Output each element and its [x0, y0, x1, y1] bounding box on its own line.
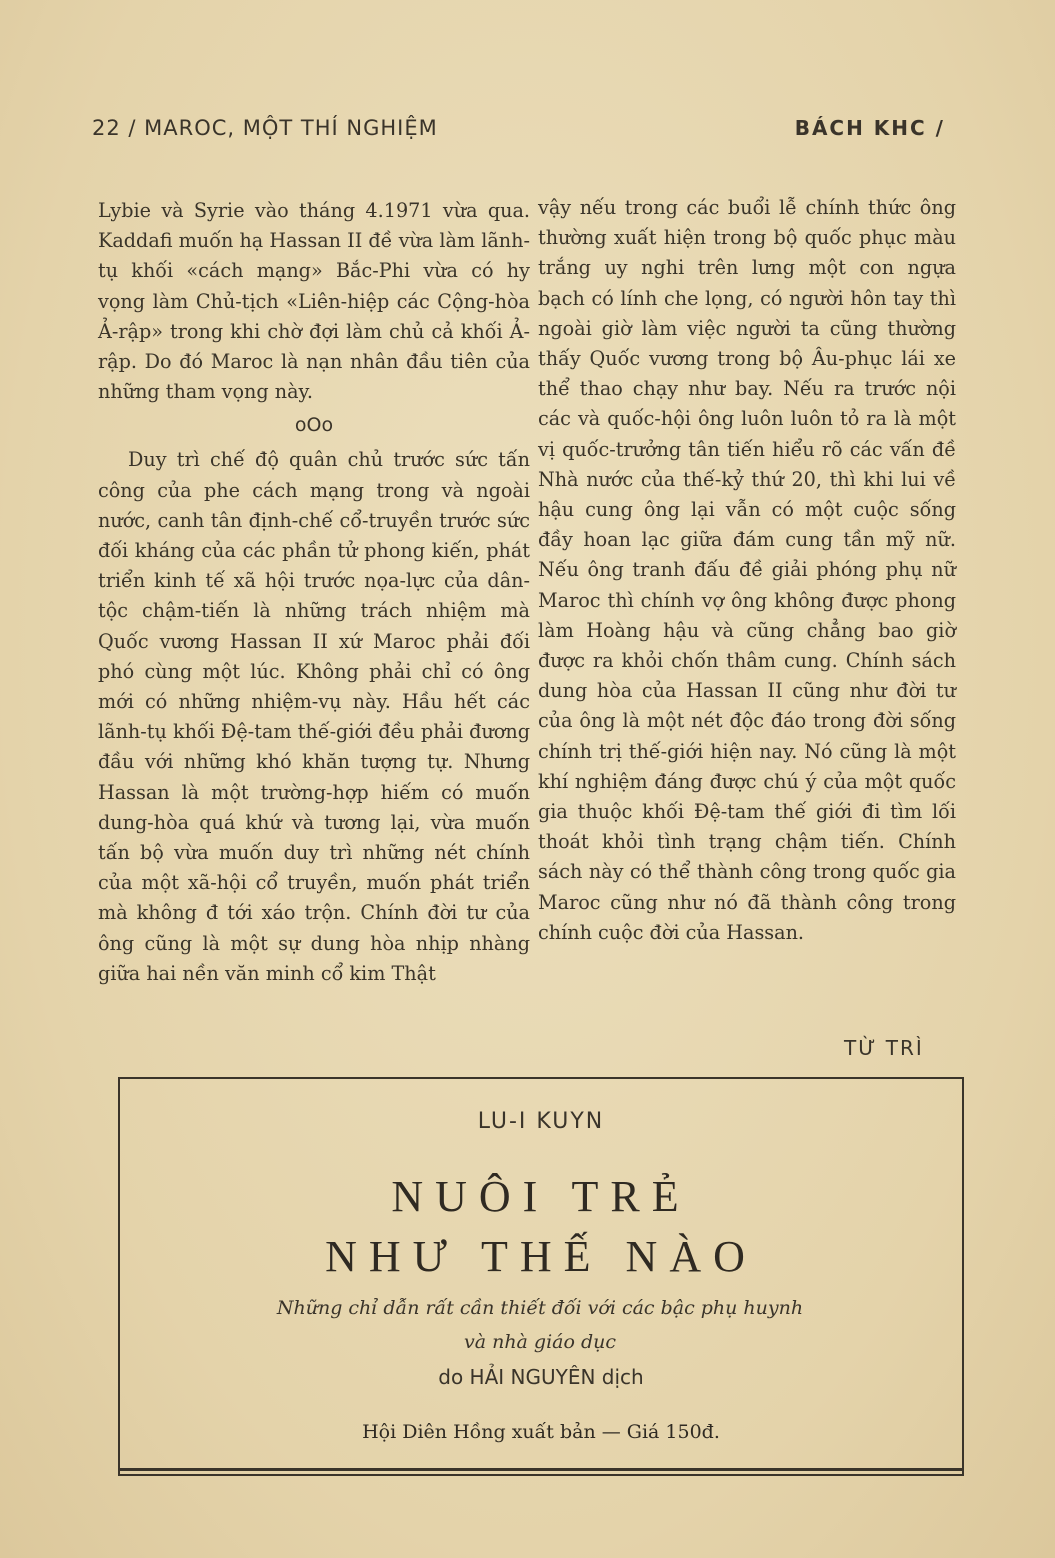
- running-title: 22 / MAROC, MỘT THÍ NGHIỆM: [92, 116, 438, 140]
- book-translator: do HẢI NGUYÊN dịch: [438, 1365, 644, 1389]
- book-advertisement: [118, 1077, 964, 1476]
- book-subtitle-line-2: và nhà giáo dục: [463, 1331, 617, 1353]
- article-column-right: [538, 193, 956, 948]
- book-title-line-2: NHƯ THẾ NÀO: [325, 1232, 757, 1281]
- page-header: [92, 116, 945, 152]
- article-paragraph: Duy trì chế độ quân chủ trước sức tấn công của phe cách mạng trong và ngoài nước, canh tân định-chế cổ-truyền trước sức đối kháng của các phần tử phong kiến, phát triển kinh tế xã hội trước nọa-lực của dân-tộc chậm-tiến là những trách nhiệm mà Quốc vương Hassan II xứ Maroc phải đối phó cùng một lúc. Không phải chỉ có ông mới có những nhiệm-vụ này. Hầu hết các lãnh-tụ khối Đệ-tam thế-giới đều phải đương đầu với những khó khăn tượng tự. Nhưng Hassan là một trường-hợp hiếm có muốn dung-hòa quá khứ và tương lại, vừa muốn tấn bộ vừa muốn duy trì những nét chính của một xã-hội cổ truyền, muốn phát triển mà không đ tới xáo trộn. Chính đời tư của ông cũng là một sự dung hòa nhịp nhàng giữa hai nền văn minh cổ kim Thật: [98, 448, 530, 985]
- book-subtitle: [180, 1291, 900, 1359]
- article-paragraph: vậy nếu trong các buổi lễ chính thức ông thường xuất hiện trong bộ quốc phục màu trắng uy nghi trên lưng một con ngựa bạch có lính che lọng, có người hôn tay thì ngoài giờ làm việc người ta cũng thường thấy Quốc vương trong bộ Âu-phục lái xe thể thao chạy như bay. Nếu ra trước nội các và quốc-hội ông luôn luôn tỏ ra là một vị quốc-trưởng tân tiến hiểu rõ các vấn đề Nhà nước của thế-kỷ thứ 20, thì khi lui về hậu cung ông lại vẫn có một cuộc sống đầy hoan lạc giữa đám cung tần mỹ nữ. Nếu ông tranh đấu đề giải phóng phụ nữ Maroc thì chính vợ ông không được phong làm Hoàng hậu và cũng chẳng bao giờ được ra khỏi chốn thâm cung. Chính sách dung hòa của Hassan II cũng như đời tư của ông là một nét độc đáo trong đời sống chính trị thế-giới hiện nay. Nó cũng là một khí nghiệm đáng được chú ý của một quốc gia thuộc khối Đệ-tam thế giới đi tìm lối thoát khỏi tình trạng chậm tiến. Chính sách này có thể thành công trong quốc gia Maroc cũng như nó đã thành công trong chính cuộc đời của Hassan.: [538, 196, 956, 944]
- book-subtitle-line-1: Những chỉ dẫn rất cần thiết đối với các bậc phụ huynh: [276, 1297, 804, 1319]
- ad-bottom-rule: [118, 1468, 964, 1471]
- book-publisher-price: Hội Diên Hồng xuất bản — Giá 150đ.: [362, 1421, 720, 1443]
- magazine-name: BÁCH KHC /: [794, 116, 945, 140]
- book-title-line-1: NUÔI TRẺ: [391, 1172, 691, 1221]
- article-column-left: [98, 196, 530, 989]
- book-author: LU-I KUYN: [477, 1109, 605, 1134]
- article-author: TỪ TRÌ: [844, 1036, 924, 1060]
- article-paragraph: Lybie và Syrie vào tháng 4.1971 vừa qua. Kaddafi muốn hạ Hassan II đề vừa làm lãnh-tụ khối «cách mạng» Bắc-Phi vừa có hy vọng làm Chủ-tịch «Liên-hiệp các Cộng-hòa Ả-rập» trong khi chờ đợi làm chủ cả khối Ả-rập. Do đó Maroc là nạn nhân đầu tiên của những tham vọng này.: [98, 199, 530, 404]
- section-separator: oOo: [294, 414, 334, 437]
